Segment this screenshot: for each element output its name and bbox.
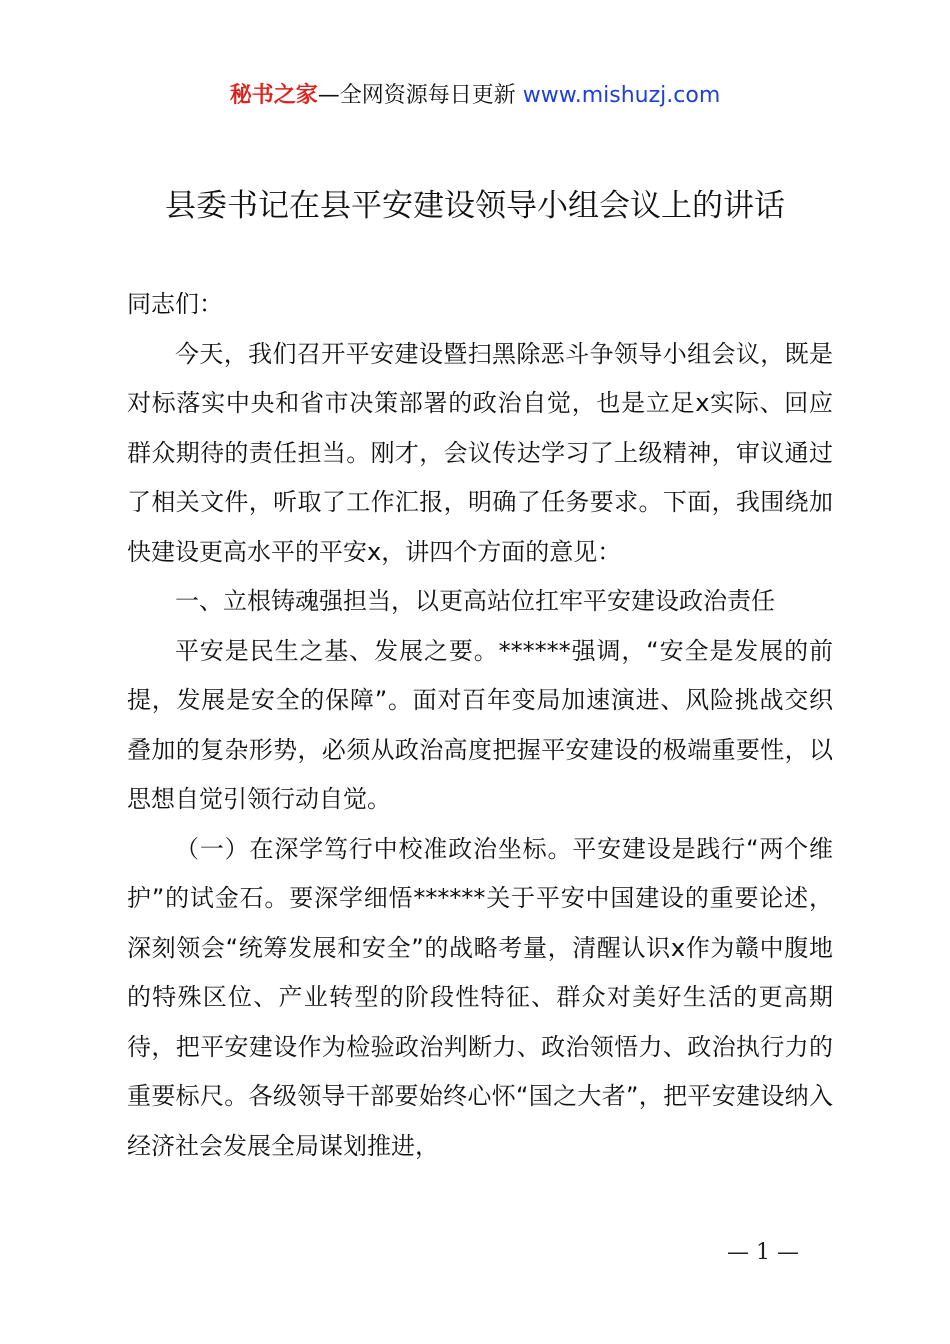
paragraph-intro: 今天，我们召开平安建设暨扫黑除恶斗争领导小组会议，既是对标落实中央和省市决策部署的政治自觉，也是立足x实际、回应群众期待的责任担当。刚才，会议传达学习了上级精神，审议通过了相关文件，听取了工作汇报，明确了任务要求。下面，我围绕加快建设更高水平的平安x，讲四个方面的意见： <box>127 339 833 566</box>
paragraph-subsection-1: （一）在深学笃行中校准政治坐标。平安建设是践行“两个维护”的试金石。要深学细悟******关于平安中国建设的重要论述，深刻领会“统筹发展和安全”的战略考量，清醒认识x作为赣中腹地的特殊区位、产业转型的阶段性特征、群众对美好生活的更高期待，把平安建设作为检验政治判断力、政治领悟力、政治执行力的重要标尺。各级领导干部要始终心怀“国之大者”，把平安建设纳入经济社会发展全局谋划推进， <box>127 834 833 1160</box>
section-heading-1: 一、立根铸魂强担当，以更高站位扛牢平安建设政治责任 <box>175 587 775 615</box>
site-url: www.mishuzj.com <box>522 83 721 108</box>
page-number: — 1 — <box>727 1240 799 1265</box>
site-watermark-header <box>0 80 950 112</box>
document-title: 县委书记在县平安建设领导小组会议上的讲话 <box>165 188 785 224</box>
salutation: 同志们： <box>127 290 223 318</box>
site-brand: 秘书之家 <box>229 83 318 108</box>
paragraph-section-1: 平安是民生之基、发展之要。******强调，“安全是发展的前提，发展是安全的保障”。面对百年变局加速演进、风险挑战交织叠加的复杂形势，必须从政治高度把握平安建设的极端重要性，以思想自觉引领行动自觉。 <box>127 636 833 813</box>
site-tagline: —全网资源每日更新 <box>317 83 516 108</box>
document-body <box>127 280 833 1171</box>
